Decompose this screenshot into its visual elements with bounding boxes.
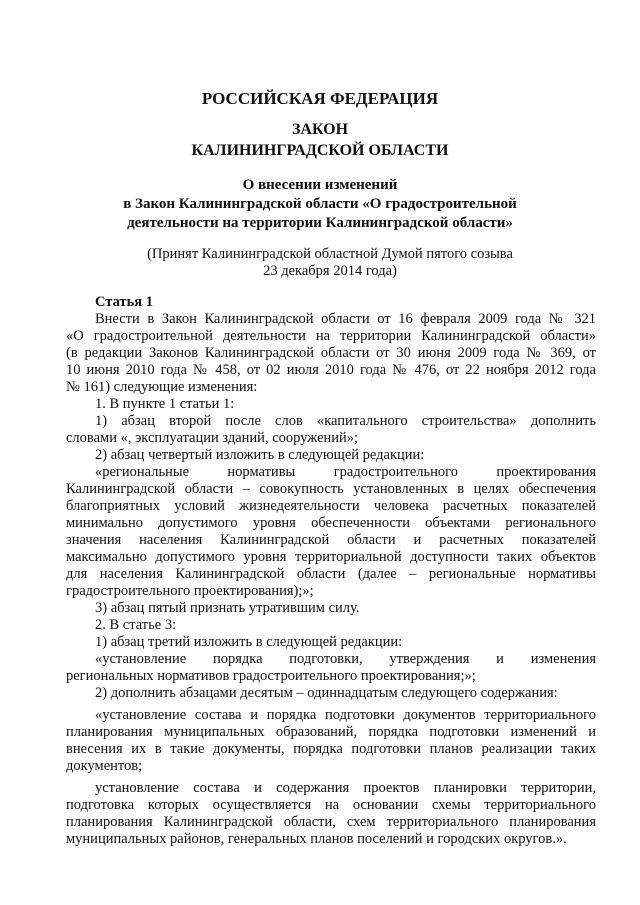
body-line: «установление порядка подготовки, утверждения и изменения [95,651,596,667]
body-line: «установление состава и порядка подготовки документов территориального [95,707,596,723]
body-line: максимально допустимого уровня территориальной доступности таких объектов [66,549,596,565]
body-line: 10 июня 2010 года № 458, от 02 июля 2010 года № 476, от 22 ноября 2012 года [66,362,596,378]
body-line: словами «, эксплуатации зданий, сооружений»; [66,430,359,446]
body-line: «региональные нормативы градостроительного проектирования [95,464,596,480]
adoption-line-2: 23 декабря 2014 года) [263,263,397,279]
title-line-3: деятельности на территории Калининградской области» [127,215,513,231]
body-line: 1) абзац третий изложить в следующей редакции: [95,634,403,650]
body-line: внесения их в такие документы, порядка подготовки планов реализации таких [66,741,596,757]
title-line-2: в Закон Калининградской области «О градостроительной [123,196,517,212]
body-line: благоприятных условий жизнедеятельности человека расчетных показателей [66,498,596,514]
body-line: Внести в Закон Калининградской области от 16 февраля 2009 года № 321 [95,311,596,327]
body-line: региональных нормативов градостроительного проектирования;»; [66,668,476,684]
federation-heading: РОССИЙСКАЯ ФЕДЕРАЦИЯ [201,89,439,108]
body-line: 2) абзац четвертый изложить в следующей редакции: [95,447,425,463]
body-line: № 161) следующие изменения: [66,379,258,395]
body-line: 1. В пункте 1 статьи 1: [95,396,235,412]
body-line: 1) абзац второй после слов «капитального строительства» дополнить [95,413,596,429]
body-line: планирования муниципальных образований, порядка подготовки изменений и [66,724,596,740]
body-line: подготовка которых осуществляется на основании схемы территориального [66,797,596,813]
body-line: значения населения Калининградской области и расчетных показателей [66,532,596,548]
body-line: документов; [66,758,143,774]
body-line: градостроительного проектирования);»; [66,583,314,599]
region-heading: КАЛИНИНГРАДСКОЙ ОБЛАСТИ [191,142,449,159]
body-line: для населения Калининградской области (далее – региональные нормативы [66,566,596,582]
body-line: (в редакции Законов Калининградской области от 30 июня 2009 года № 369, от [66,345,596,361]
body-line: Калининградской области – совокупность установленных в целях обеспечения [66,481,596,497]
article-heading: Статья 1 [95,294,153,310]
body-line: установление состава и содержания проектов планировки территории, [95,780,596,796]
body-line: 2) дополнить абзацами десятым – одиннадцатым следующего содержания: [95,685,558,701]
body-line: 3) абзац пятый признать утратившим силу. [95,600,360,616]
body-line: 2. В статье 3: [95,617,177,633]
law-heading: ЗАКОН [291,121,349,138]
body-line: «О градостроительной деятельности на территории Калининградской области» [66,328,596,344]
body-line: минимально допустимого уровня обеспеченности объектами регионального [66,515,596,531]
adoption-line-1: (Принят Калининградской областной Думой пятого созыва [147,246,513,262]
body-line: муниципальных районов, генеральных планов поселений и городских округов.». [66,831,567,847]
body-line: планирования Калининградской области, схем территориального планирования [66,814,596,830]
title-line-1: О внесении изменений [242,177,398,193]
